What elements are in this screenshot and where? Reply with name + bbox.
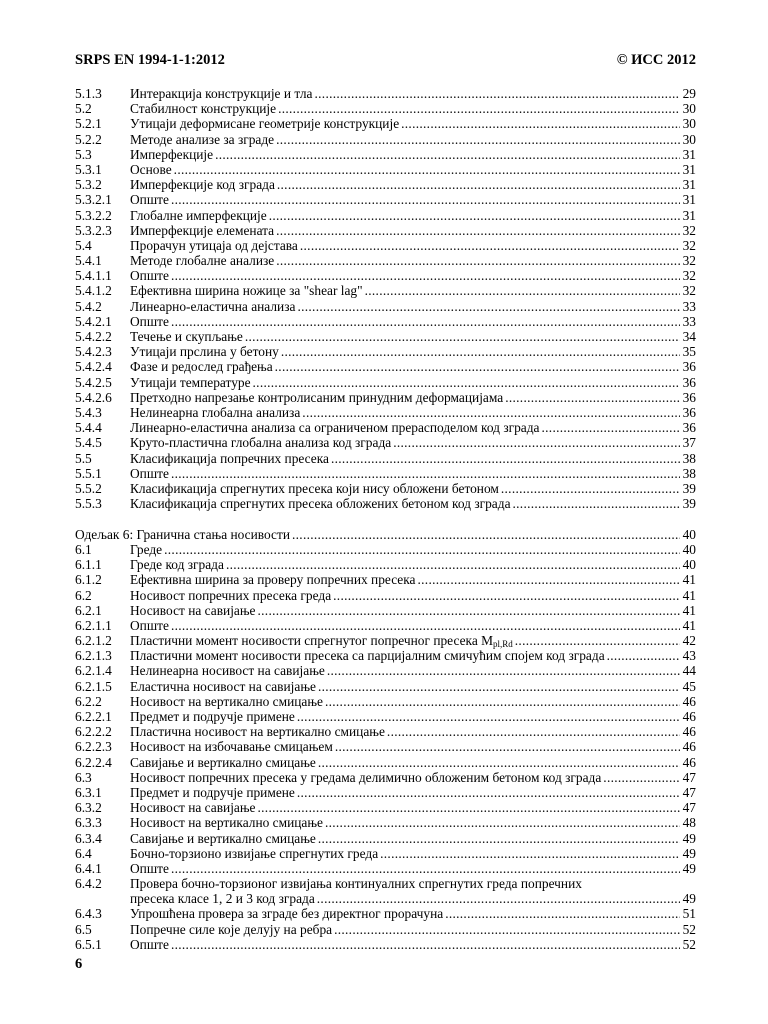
toc-entry-multiline-cont[interactable]: [75, 891, 696, 906]
toc-entry-title: Предмет и подручје примене: [130, 709, 295, 724]
toc-entry-title: Греде: [130, 541, 163, 557]
toc-entry-title: Упрошћена провера за зграде без директног прорачуна: [130, 906, 444, 922]
toc-entry-title: Интеракција конструкције и тла: [130, 86, 313, 101]
toc-entry[interactable]: [75, 390, 696, 405]
toc-entry[interactable]: [75, 223, 696, 238]
toc-entry-title: Носивост попречних пресека греда: [130, 587, 332, 603]
toc-entry-title: Предмет и подручје примене: [130, 784, 295, 800]
toc-entry[interactable]: [75, 800, 696, 815]
toc-page-number: 38: [682, 450, 696, 466]
toc-group-chapter-5: [75, 86, 696, 511]
toc-entry[interactable]: [75, 192, 696, 207]
toc-entry-title: Течење и скупљање: [130, 329, 243, 344]
toc-page-number: 45: [682, 678, 696, 694]
toc-entry-number: 6.2.1.5: [75, 678, 112, 694]
toc-entry[interactable]: [75, 618, 696, 633]
standard-code: SRPS EN 1994-1-1:2012: [75, 52, 225, 68]
toc-entry-title: Носивост на избочавање смицањем: [130, 739, 333, 755]
toc-entry-number: 6.4: [75, 845, 92, 861]
toc-entry-title: Опште: [130, 936, 169, 952]
toc-entry-title: Основе: [130, 161, 172, 177]
toc-entry-title-line2: пресека класе 1, 2 и 3 код зграда: [130, 891, 315, 907]
toc-entry-number: 5.3.2.1: [75, 192, 112, 208]
toc-entry-multiline[interactable]: [75, 876, 696, 891]
toc-entry-number: 6.5.1: [75, 936, 102, 952]
toc-page-number: 32: [682, 268, 696, 284]
toc-entry-number: 6.3.2: [75, 800, 102, 816]
toc-entry-number: 6.2: [75, 587, 92, 603]
toc-entry[interactable]: [75, 147, 696, 162]
toc-page-number: 49: [682, 845, 696, 861]
toc-entry-title: Имперфекције код зграда: [130, 177, 275, 193]
page-header: [75, 52, 696, 70]
toc-entry-number: 5.2: [75, 101, 92, 117]
toc-group-chapter-6c: [75, 906, 696, 952]
toc-entry-title: Утицаји прслина у бетону: [130, 344, 279, 360]
toc-entry[interactable]: [75, 815, 696, 830]
toc-page-number: 36: [682, 389, 696, 405]
toc-entry[interactable]: [75, 663, 696, 678]
toc-page-number: 36: [682, 404, 696, 420]
toc-entry-title: Опште: [130, 192, 169, 208]
toc-entry-number: 6.3.3: [75, 815, 102, 831]
toc-page-number: 52: [682, 936, 696, 952]
toc-entry[interactable]: [75, 922, 696, 937]
toc-page-number: 39: [682, 480, 696, 496]
toc-entry-number: 6.3.4: [75, 830, 102, 846]
toc-page-number: 36: [682, 359, 696, 375]
toc-entry-number: 6.2.1.1: [75, 617, 112, 633]
toc-entry-number: 6.4.1: [75, 860, 102, 876]
toc-entry-number: 5.2.2: [75, 131, 102, 147]
toc-entry-title: Методе анализе за зграде: [130, 131, 275, 147]
toc-entry-number: 6.4.3: [75, 906, 102, 922]
toc-page-number: 31: [682, 177, 696, 193]
toc-page-number: 38: [682, 465, 696, 481]
toc-entry-number: 5.4.2.5: [75, 374, 112, 390]
toc-page-number: 46: [682, 693, 696, 709]
toc-entry-title: Савијање и вертикално смицање: [130, 754, 316, 770]
toc-entry-title: Попречне силе које делују на ребра: [130, 921, 333, 937]
subscript: pl,Rd: [493, 639, 513, 650]
toc-page-number: 32: [682, 283, 696, 299]
toc-entry-title: Нелинеарна глобална анализа: [130, 404, 301, 420]
toc-entry[interactable]: [75, 724, 696, 739]
toc-page-number: 41: [682, 572, 696, 588]
toc-entry-title: Носивост на вертикално смицање: [130, 693, 323, 709]
toc-entry[interactable]: [75, 542, 696, 557]
toc-group-chapter-6b: [75, 648, 696, 876]
toc-page-number: 32: [682, 222, 696, 238]
toc-entry-title: Прорачун утицаја од дејстава: [130, 237, 298, 253]
toc-section-title: Одељак 6: Гранична стања носивости: [75, 526, 291, 542]
toc-entry[interactable]: [75, 785, 696, 800]
toc-entry-title: Опште: [130, 313, 169, 329]
toc-entry-number: 6.1.2: [75, 572, 102, 588]
toc-entry-title: Ефективна ширина за проверу попречних пресека: [130, 572, 416, 588]
toc-entry[interactable]: [75, 648, 696, 663]
toc-entry-number: 5.2.1: [75, 116, 102, 132]
toc-page-number: 32: [682, 253, 696, 269]
toc-entry[interactable]: [75, 679, 696, 694]
toc-entry-title: Линеарно-еластична анализа са ограниченом прерасподелом код зграда: [130, 420, 540, 436]
toc-entry-number: 5.5: [75, 450, 92, 466]
toc-entry[interactable]: [75, 238, 696, 253]
toc-entry[interactable]: [75, 770, 696, 785]
toc-entry-number: 5.5.1: [75, 465, 102, 481]
toc-entry-number: 6.3.1: [75, 784, 102, 800]
toc-entry[interactable]: [75, 132, 696, 147]
toc-page-number: 35: [682, 344, 696, 360]
toc-entry-title: Глобалне имперфекције: [130, 207, 267, 223]
toc-entry-number: 5.4.2.3: [75, 344, 112, 360]
toc-entry[interactable]: [75, 709, 696, 724]
toc-entry[interactable]: [75, 937, 696, 952]
toc-entry-number: 6.2.2.1: [75, 709, 112, 724]
toc-entry-title: Греде код зграда: [130, 557, 224, 573]
toc-entry[interactable]: [75, 375, 696, 390]
toc-entry-title: Бочно-торзионо извијање спрегнутих греда: [130, 845, 379, 861]
toc-entry-title: Утицаји деформисане геометрије конструкције: [130, 116, 400, 132]
toc-page-number: 31: [682, 161, 696, 177]
toc-entry[interactable]: [75, 739, 696, 754]
toc-entry-number: 5.4.1.1: [75, 268, 112, 284]
toc-entry-number: 5.4.2.1: [75, 313, 112, 329]
toc-entry-number: 6.2.2.2: [75, 724, 112, 740]
toc-entry-title: Савијање и вертикално смицање: [130, 830, 316, 846]
toc-entry-title: Утицаји температуре: [130, 374, 251, 390]
toc-page-number: 37: [682, 435, 696, 451]
toc-entry[interactable]: [75, 329, 696, 344]
page-number: 6: [75, 956, 83, 972]
toc-page-number: 49: [682, 830, 696, 846]
toc-entry-number: 6.4.2: [75, 876, 102, 892]
toc-entry-number: 6.2.1.3: [75, 648, 112, 664]
toc-entry-number: 5.3.2: [75, 177, 102, 193]
toc-page-number: 30: [682, 101, 696, 117]
toc-page-number: 42: [682, 633, 696, 649]
toc-entry[interactable]: [75, 694, 696, 709]
toc-entry[interactable]: [75, 906, 696, 921]
toc-entry-title: Еластична носивост на савијање: [130, 678, 316, 694]
toc-entry[interactable]: [75, 86, 696, 101]
toc-entry[interactable]: [75, 496, 696, 511]
toc-entry[interactable]: [75, 420, 696, 435]
toc-entry-title: Класификација спрегнутих пресека који нису обложени бетоном: [130, 480, 499, 496]
toc-page-number: 48: [682, 815, 696, 831]
toc-entry-number: 6.2.2.3: [75, 739, 112, 755]
toc-entry[interactable]: [75, 603, 696, 618]
toc-entry-number: 5.4.1: [75, 253, 102, 269]
toc-entry-number: 5.4.2.6: [75, 389, 112, 405]
toc-entry-number: 6.3: [75, 769, 92, 785]
toc-page-number: 47: [682, 784, 696, 800]
toc-entry-title: Ефективна ширина ножице за "shear lag": [130, 283, 363, 299]
toc-entry-number: 6.1: [75, 541, 92, 557]
toc-page-number: 49: [682, 891, 696, 907]
toc-entry-number: 5.5.2: [75, 480, 102, 496]
toc-entry-number: 5.1.3: [75, 86, 102, 101]
toc-entry-number: 5.3.1: [75, 161, 102, 177]
toc-entry[interactable]: [75, 208, 696, 223]
toc-page-number: 34: [682, 329, 696, 344]
toc-entry-number: 5.4.4: [75, 420, 102, 436]
toc-section-heading[interactable]: [75, 527, 696, 542]
toc-entry-number: 6.2.2: [75, 693, 102, 709]
toc-entry-title: Класификација попречних пресека: [130, 450, 329, 466]
table-of-contents: [75, 86, 696, 952]
toc-entry-title: Опште: [130, 860, 169, 876]
toc-page-number: 43: [682, 648, 696, 664]
toc-entry-title: Стабилност конструкције: [130, 101, 277, 117]
toc-entry[interactable]: [75, 359, 696, 374]
toc-page-number: 47: [682, 800, 696, 816]
toc-page-number: 41: [682, 602, 696, 618]
toc-page-number: 32: [682, 237, 696, 253]
toc-entry[interactable]: [75, 451, 696, 466]
toc-entry-title: Имперфекције елемената: [130, 222, 275, 238]
toc-entry[interactable]: [75, 268, 696, 283]
toc-entry-title: Опште: [130, 268, 169, 284]
toc-entry[interactable]: [75, 162, 696, 177]
toc-entry[interactable]: [75, 861, 696, 876]
toc-entry[interactable]: [75, 588, 696, 603]
toc-page-number: 31: [682, 192, 696, 208]
toc-entry-number: 6.2.1.2: [75, 633, 112, 649]
toc-entry-number: 5.4.2: [75, 298, 102, 314]
toc-entry-number: 5.4.1.2: [75, 283, 112, 299]
toc-entry-title: Носивост на савијање: [130, 602, 256, 618]
toc-page-number: 47: [682, 769, 696, 785]
toc-page-number: 33: [682, 298, 696, 314]
toc-entry-title: Круто-пластична глобална анализа код зграда: [130, 435, 392, 451]
toc-entry[interactable]: [75, 344, 696, 359]
toc-entry-title: Методе глобалне анализе: [130, 253, 275, 269]
toc-entry[interactable]: [75, 405, 696, 420]
toc-entry-number: 5.5.3: [75, 496, 102, 512]
toc-entry[interactable]: [75, 481, 696, 496]
toc-page-number: 44: [682, 663, 696, 679]
toc-entry-number: 5.4.5: [75, 435, 102, 451]
toc-entry-title: Носивост попречних пресека у гредама делимично обложеним бетоном код зграда: [130, 769, 602, 785]
toc-page-number: 49: [682, 860, 696, 876]
toc-entry-number: 5.4.2.2: [75, 329, 112, 344]
toc-entry-number: 5.4.3: [75, 404, 102, 420]
toc-entry-number: 5.4: [75, 237, 92, 253]
toc-page-number: 29: [682, 86, 696, 101]
toc-entry-title: Класификација спрегнутих пресека обложених бетоном код зграда: [130, 496, 511, 512]
toc-page-number: 31: [682, 207, 696, 223]
toc-page-number: 30: [682, 131, 696, 147]
toc-entry[interactable]: [75, 557, 696, 572]
toc-entry[interactable]: [75, 846, 696, 861]
toc-page-number: 40: [682, 526, 696, 542]
toc-entry-number: 5.3: [75, 146, 92, 162]
toc-page-number: 36: [682, 420, 696, 436]
toc-entry-number: 6.1.1: [75, 557, 102, 573]
toc-entry[interactable]: [75, 831, 696, 846]
toc-page-number: 30: [682, 116, 696, 132]
toc-entry-number: 5.4.2.4: [75, 359, 112, 375]
toc-entry-title: Пластична носивост на вертикално смицање: [130, 724, 385, 740]
toc-page-number: 31: [682, 146, 696, 162]
toc-page-number: 39: [682, 496, 696, 512]
toc-entry[interactable]: [75, 101, 696, 116]
toc-page-number: 33: [682, 313, 696, 329]
toc-entry-number: 6.2.2.4: [75, 754, 112, 770]
toc-entry-number: 6.2.1.4: [75, 663, 112, 679]
toc-entry[interactable]: [75, 299, 696, 314]
toc-entry-title: Опште: [130, 617, 169, 633]
toc-page-number: 36: [682, 374, 696, 390]
toc-entry-title: Опште: [130, 465, 169, 481]
toc-page-number: 40: [682, 541, 696, 557]
toc-entry-number: 6.5: [75, 921, 92, 937]
toc-page-number: 52: [682, 921, 696, 937]
toc-entry-number: 5.3.2.3: [75, 222, 112, 238]
toc-page-number: 41: [682, 587, 696, 603]
toc-entry[interactable]: [75, 253, 696, 268]
toc-entry-title: Линеарно-еластична анализа: [130, 298, 296, 314]
toc-page-number: 46: [682, 709, 696, 724]
toc-entry[interactable]: [75, 116, 696, 131]
toc-page-number: 51: [682, 906, 696, 922]
toc-entry-number: 6.2.1: [75, 602, 102, 618]
toc-page-number: 41: [682, 617, 696, 633]
copyright-label: © ИСС 2012: [616, 52, 696, 68]
toc-entry-title: Пластични момент носивости пресека са парцијалним смичућим спојем код зграда: [130, 648, 605, 664]
toc-entry-title: Пластични момент носивости спрегнутог попречног пресека $M_{pl,Rd}$: [130, 633, 513, 650]
toc-entry-number: 5.3.2.2: [75, 207, 112, 223]
toc-group-chapter-6a: [75, 542, 696, 633]
toc-entry-title-line1: Провера бочно-торзионог извијања континуалних спрегнутих греда попречних: [130, 876, 582, 892]
toc-entry[interactable]: [75, 435, 696, 450]
toc-entry[interactable]: [75, 633, 696, 648]
toc-entry-title: Претходно напрезање контролисаним принудним деформацијама: [130, 389, 504, 405]
toc-entry[interactable]: [75, 314, 696, 329]
toc-entry[interactable]: [75, 572, 696, 587]
toc-entry-title: Имперфекције: [130, 146, 214, 162]
toc-entry-title: Нелинеарна носивост на савијање: [130, 663, 325, 679]
toc-entry-title: Фазе и редослед грађења: [130, 359, 273, 375]
toc-page-number: 46: [682, 724, 696, 740]
toc-page-number: 46: [682, 754, 696, 770]
toc-entry[interactable]: [75, 755, 696, 770]
toc-entry[interactable]: [75, 177, 696, 192]
toc-entry[interactable]: [75, 466, 696, 481]
toc-page-number: 46: [682, 739, 696, 755]
toc-entry-title: Носивост на савијање: [130, 800, 256, 816]
toc-entry[interactable]: [75, 283, 696, 298]
toc-page-number: 40: [682, 557, 696, 573]
toc-entry-title: Носивост на вертикално смицање: [130, 815, 323, 831]
